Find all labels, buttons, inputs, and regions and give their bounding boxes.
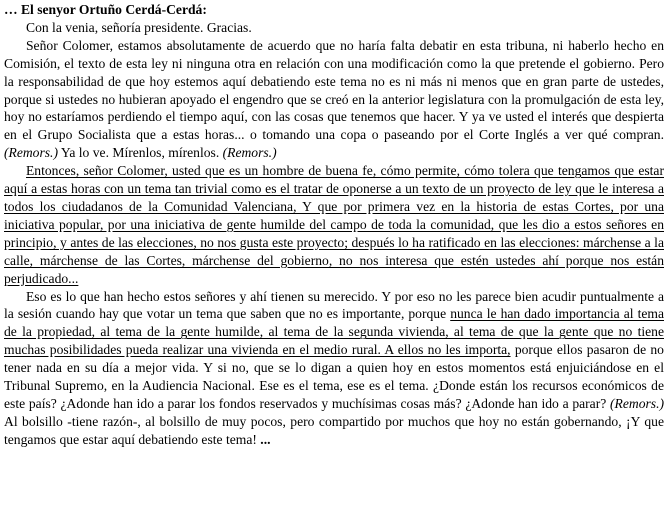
paragraph-greeting: Con la venia, señoría presidente. Gracias.	[26, 19, 252, 35]
paragraph-colomer-response	[4, 37, 664, 162]
paragraph-merecido	[4, 288, 664, 449]
paragraph-text: Eso es lo que han hecho estos señores y ahí tienen su merecido. Y por eso no les parece bien acudir puntualmente a la sesión cuando hay que votar un tema que saben que no es importante, porque	[4, 288, 664, 322]
speaker-heading: … El senyor Ortuño Cerdá-Cerdá:	[4, 2, 207, 17]
paragraph-text: Señor Colomer, estamos absolutamente de acuerdo que no haría falta debatir en esta tribuna, ni haberlo hecho en Comisión, el texto de esta ley ni ninguna otra en relación con una modificación como la que pretende el gobierno. Pero la responsabilidad de que hoy estemos aquí debatiendo este tema no es ni más ni menos que en gran parte de ustedes, porque si ustedes no hubieran apoyado el engendro que se creó en la anterior legislatura con la promulgación de esta ley, hoy no estaríamos perdiendo el tiempo aquí, con las cosas que tenemos que hacer. Y ya ve usted el interés que despierta en el Grupo Socialista que a estas horas... o tomando una copa o paseando por el Corte Inglés a ver qué compran.	[4, 37, 664, 143]
trailing-ellipsis: ...	[260, 431, 271, 447]
underlined-passage: nunca le han dado importancia al tema de la propiedad, al tema de la gente humilde, al tema de la segunda vivienda, al tema de que la gente que no tiene muchas posibilidades pueda realizar una vivienda en el medio rural. A ellos no les importa,	[4, 306, 664, 358]
remors-annotation: (Remors.)	[4, 145, 58, 161]
remors-annotation: (Remors.)	[222, 145, 277, 161]
paragraph-text: Al bolsillo -tiene razón-, al bolsillo de muy pocos, pero compartido por muchos que hoy no están gobernando, ¡Y que tengamos que estar aquí debatiendo este tema!	[4, 413, 664, 447]
remors-annotation: (Remors.)	[610, 395, 664, 411]
transcript-document	[4, 1, 664, 449]
paragraph-underlined-appeal	[4, 162, 664, 287]
paragraph-text: Ya lo ve. Mírenlos, mírenlos.	[57, 145, 223, 161]
underlined-passage: Entonces, señor Colomer, usted que es un hombre de buena fe, cómo permite, cómo tolera que tengamos que estar aquí a estas horas con un tema tan trivial como es el tratar de oponerse a un texto de un proyecto de ley que le interesa a todos los ciudadanos de la Comunidad Valenciana, Y que por primera vez en la historia de estas Cortes, por una iniciativa popular, por una iniciativa de gente humilde del campo de toda la comunidad, que les dio a estos señores en principio, y antes de las elecciones, no nos gusta este proyecto; después lo ha ratificado en las elecciones: márchense a la calle, márchense de las Cortes, márchense del gobierno, no nos interesa que estén ustedes ahí porque nos están perjudicado...	[4, 163, 664, 286]
paragraph-text: porque ellos pasaron de no tener nada en su día a mejor vida. Y si no, que se lo digan a quien hoy en estos momentos está enjuiciándose en el Tribunal Supremo, en la Audiencia Nacional. Ese es el tema, ese es el tema. ¿Donde están los recursos económicos de este país? ¿Adonde han ido a parar los fondos reservados y muchísimas cosas más? ¿Adonde han ido a parar?	[4, 342, 664, 411]
